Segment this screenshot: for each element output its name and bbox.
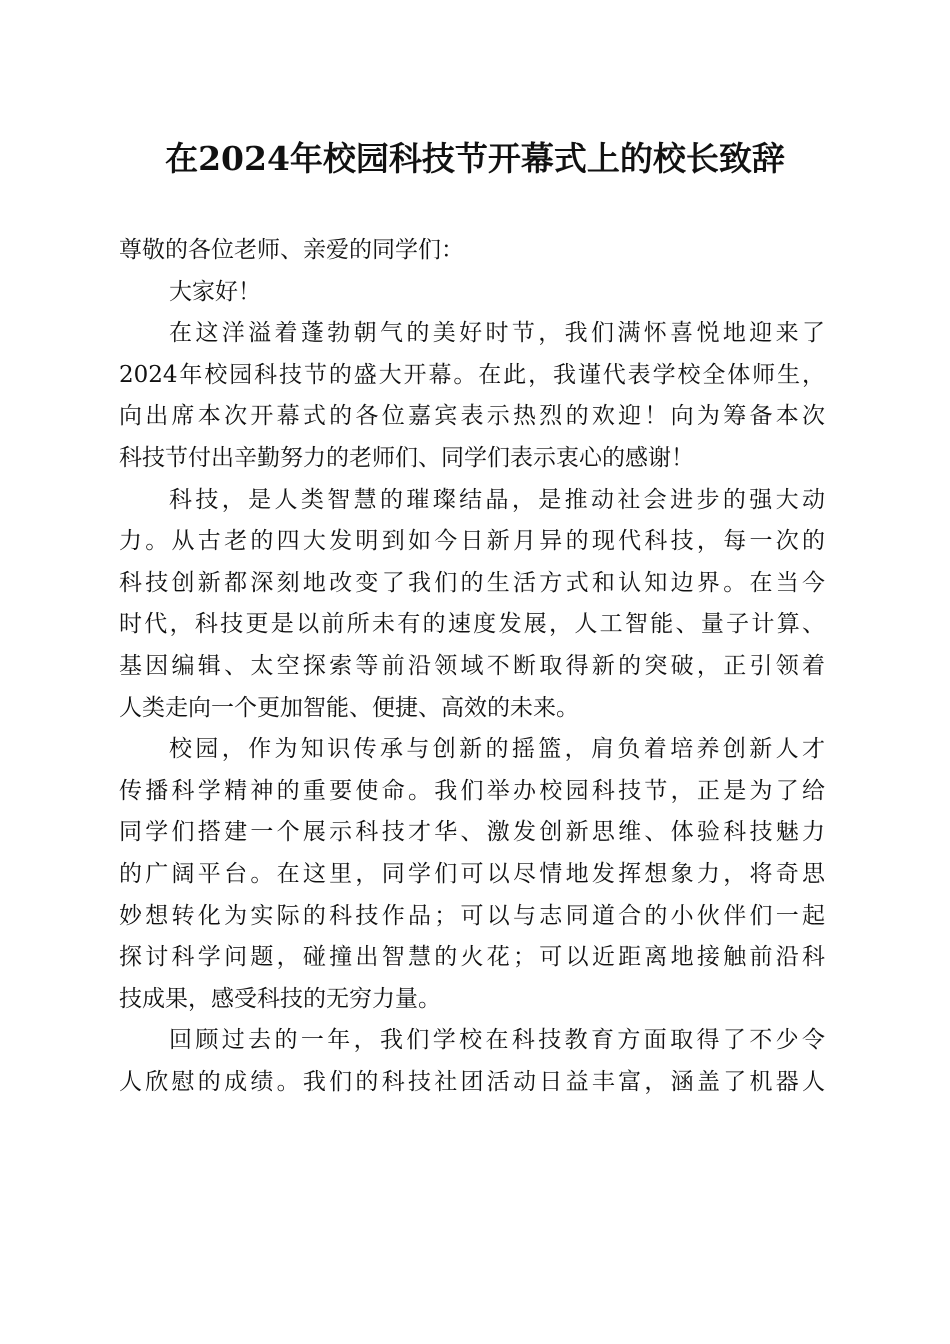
document-body: [119, 230, 825, 1103]
paragraph-line: 科技，是人类智慧的璀璨结晶，是推动社会进步的强大动: [169, 486, 825, 513]
paragraph-line: 同学们搭建一个展示科技才华、激发创新思维、体验科技魅力: [119, 819, 825, 846]
paragraph-line: 向出席本次开幕式的各位嘉宾表示热烈的欢迎！向为筹备本次: [119, 403, 825, 430]
document-title: 在2024年校园科技节开幕式上的校长致辞: [165, 139, 785, 178]
paragraph-technology: [119, 480, 825, 730]
paragraph-line: 探讨科学问题，碰撞出智慧的火花；可以近距离地接触前沿科: [119, 944, 825, 971]
paragraph-line: 力。从古老的四大发明到如今日新月异的现代科技，每一次的: [119, 528, 825, 555]
paragraph-line: 传播科学精神的重要使命。我们举办校园科技节，正是为了给: [119, 777, 825, 804]
paragraph-line: 基因编辑、太空探索等前沿领域不断取得新的突破，正引领着: [119, 652, 825, 679]
paragraph-line: 回顾过去的一年，我们学校在科技教育方面取得了不少令: [169, 1027, 825, 1054]
paragraph-line: 的广阔平台。在这里，同学们可以尽情地发挥想象力，将奇思: [119, 860, 825, 887]
paragraph-campus: [119, 729, 825, 1020]
salutation: 尊敬的各位老师、亲爱的同学们：: [119, 237, 464, 263]
paragraph-line: 科技节付出辛勤努力的老师们、同学们表示衷心的感谢！: [119, 444, 694, 471]
paragraph-line: 时代，科技更是以前所未有的速度发展，人工智能、量子计算、: [119, 611, 825, 638]
paragraph-line: 在这洋溢着蓬勃朝气的美好时节，我们满怀喜悦地迎来了: [169, 320, 825, 347]
paragraph-review: [119, 1020, 825, 1103]
paragraph-line: 科技创新都深刻地改变了我们的生活方式和认知边界。在当今: [119, 569, 825, 596]
paragraph-line: 校园，作为知识传承与创新的摇篮，肩负着培养创新人才: [169, 736, 825, 763]
paragraph-line: 人欣慰的成绩。我们的科技社团活动日益丰富，涵盖了机器人: [119, 1068, 825, 1095]
paragraph-line: 技成果，感受科技的无穷力量。: [119, 985, 441, 1012]
paragraph-line: 人类走向一个更加智能、便捷、高效的未来。: [119, 694, 579, 721]
paragraph-welcome: [119, 313, 825, 479]
greeting: 大家好！: [169, 278, 261, 305]
paragraph-line: 妙想转化为实际的科技作品；可以与志同道合的小伙伴们一起: [119, 902, 825, 929]
paragraph-line: 2024年校园科技节的盛大开幕。在此，我谨代表学校全体师生，: [119, 361, 825, 388]
